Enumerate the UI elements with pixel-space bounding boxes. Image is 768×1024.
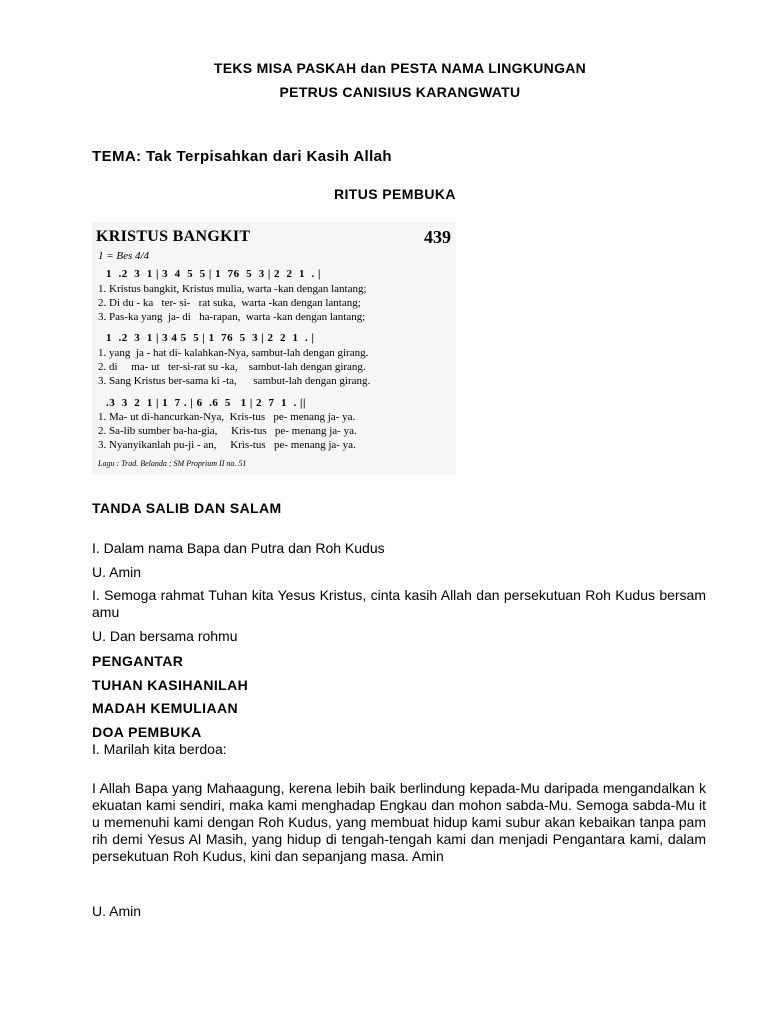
hymn-number: 439 (424, 227, 451, 247)
hymn-title: KRISTUS BANGKIT (96, 228, 251, 245)
liturgy-line: I. Marilah kita berdoa: (92, 741, 227, 757)
hymn-notation-line: 1 .2 3 1 | 3 4 5 5 | 1 76 5 3 | 2 2 1 . | (106, 268, 321, 280)
prayer-paragraph: I Allah Bapa yang Mahaagung, kerena lebih baik berlindung kepada-Mu daripada mengandalkan kekuatan kami sendiri, maka kami menghadap Engkau dan mohon sabda-Mu. Semoga sabda-Mu itu memenuhi kami dengan Roh Kudus, yang membuat hidup kami subur akan kebaikan tanpa pamrih demi Yesus Al Masih, yang hidup di tengah-tengah kami dan menjadi Pengantara kami, dalam persekutuan Roh Kudus, kini dan sepanjang masa. Amin (92, 780, 706, 864)
hymn-notation-line: .3 3 2 1 | 1 7 . | 6 .6 5 1 | 2 7 1 . || (106, 397, 306, 409)
section-doa-pembuka: DOA PEMBUKA (92, 724, 202, 740)
hymn-lyric-line: 1. Kristus bangkit, Kristus mulia, warta -kan dengan lantang; (98, 283, 367, 295)
section-tanda-salib: TANDA SALIB DAN SALAM (92, 500, 282, 516)
hymn-notation-line: 1 .2 3 1 | 3 4 5 5 | 1 76 5 3 | 2 2 1 . | (106, 332, 315, 344)
hymn-lyric-line: 1. Ma- ut di-hancurkan-Nya, Kris-tus pe- menang ja- ya. (98, 411, 356, 423)
hymn-lyric-line: 2. Sa-lib sumber ba-ha-gia, Kris-tus pe- menang ja- ya. (98, 425, 357, 437)
hymn-key-signature: 1 = Bes 4/4 (98, 250, 150, 262)
document-title-line2: PETRUS CANISIUS KARANGWATU (279, 84, 521, 100)
hymn-lyric-line: 1. yang ja - hat di- kalahkan-Nya, sambut-lah dengan girang. (98, 347, 369, 359)
hymn-lyric-line: 3. Sang Kristus ber-sama ki -ta, sambut-lah dengan girang. (98, 375, 371, 387)
liturgy-line: I. Dalam nama Bapa dan Putra dan Roh Kudus (92, 540, 385, 556)
hymn-lyric-line: 2. di ma- ut ter-si-rat su -ka, sambut-lah dengan girang. (98, 361, 366, 373)
liturgy-line: U. Amin (92, 564, 142, 580)
theme-line: TEMA: Tak Terpisahkan dari Kasih Allah (92, 148, 392, 165)
section-tuhan-kasihanilah: TUHAN KASIHANILAH (92, 677, 249, 693)
section-ritus-pembuka: RITUS PEMBUKA (334, 186, 456, 202)
hymn-credit: Lagu : Trad. Belanda ; SM Proprium II no. 51 (98, 459, 247, 468)
liturgy-line: U. Amin (92, 903, 142, 919)
liturgy-paragraph: I. Semoga rahmat Tuhan kita Yesus Kristus, cinta kasih Allah dan persekutuan Roh Kudus bersamamu (92, 587, 706, 620)
document-title-line1: TEKS MISA PASKAH dan PESTA NAMA LINGKUNGAN (213, 60, 587, 76)
liturgy-line: U. Dan bersama rohmu (92, 628, 238, 644)
section-pengantar: PENGANTAR (92, 653, 184, 669)
hymn-lyric-line: 3. Pas-ka yang ja- di ha-rapan, warta -kan dengan lantang; (98, 311, 366, 323)
hymn-lyric-line: 3. Nyanyikanlah pu-ji - an, Kris-tus pe- menang ja- ya. (98, 439, 356, 451)
section-madah-kemuliaan: MADAH KEMULIAAN (92, 700, 238, 716)
hymn-score-image (92, 222, 456, 475)
hymn-lyric-line: 2. Di du - ka ter- si- rat suka, warta -kan dengan lantang; (98, 297, 361, 309)
